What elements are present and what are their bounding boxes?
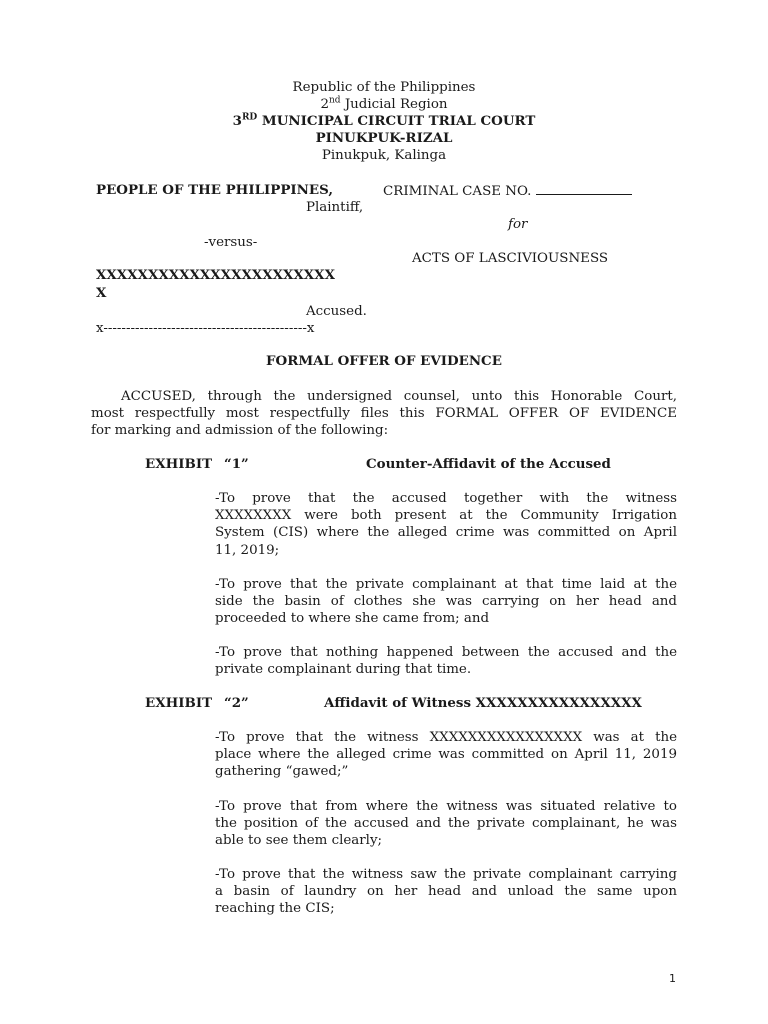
court-location: Pinukpuk, Kalinga [321,148,447,163]
exhibit1-number: “1” [224,456,249,472]
plaintiff-label: Plaintiff, [306,200,364,215]
exhibit2-title: Affidavit of Witness XXXXXXXXXXXXXXXX [324,695,642,711]
plaintiff-name: PEOPLE OF THE PHILIPPINES, [96,182,333,198]
case-number-line: CRIMINAL CASE NO. [383,182,632,200]
exhibit2-number: “2” [224,695,249,711]
court-place: PINUKPUK-RIZAL [315,130,453,146]
exhibit1-purpose-2: -To prove that the private complainant at that time laid at the side the basin of clothes she was carrying on her head and proceeded to where she came from; and [215,577,677,627]
intro-paragraph: ACCUSED, through the undersigned counsel, unto this Honorable Court, most respectfully most respectfully files this FORMAL OFFER OF EVIDENCE for marking and admission of the following: [91,389,677,439]
accused-name-line1: XXXXXXXXXXXXXXXXXXXXXXX [96,267,335,283]
exhibit1-label: EXHIBIT [145,456,213,472]
republic-line: Republic of the Philippines [292,80,476,95]
exhibit1-title: Counter-Affidavit of the Accused [366,456,611,472]
court-name: 3RD MUNICIPAL CIRCUIT TRIAL COURT [232,112,536,129]
exhibit2-purpose-2: -To prove that from where the witness was situated relative to the position of the accused and the private complainant, he was able to see them clearly; [215,799,677,849]
exhibit1-purpose-3: -To prove that nothing happened between the accused and the private complainant during that time. [215,645,677,678]
exhibit1-purpose-1: -To prove that the accused together with the witness XXXXXXXX were both present at the Community Irrigation System (CIS) where the alleged crime was committed on April 11, 2019; [215,491,677,558]
case-number-blank [536,182,632,195]
exhibit2-label: EXHIBIT [145,695,213,711]
accused-name-line2: X [96,285,107,301]
page-number: 1 [669,972,676,985]
for-label: for [508,217,528,232]
document-title: FORMAL OFFER OF EVIDENCE [266,353,502,369]
accused-label: Accused. [306,304,367,319]
exhibit2-purpose-3: -To prove that the witness saw the private complainant carrying a basin of laundry on her head and unload the same upon reaching the CIS; [215,867,677,917]
offense-label: ACTS OF LASCIVIOUSNESS [412,251,609,266]
judicial-region-line: 2nd Judicial Region [320,95,448,112]
versus-label: -versus- [204,235,258,250]
exhibit2-purpose-1: -To prove that the witness XXXXXXXXXXXXXXXX was at the place where the alleged crime was committed on April 11, 2019 gathering “gawed;” [215,730,677,780]
caption-divider: x---------------------------------------------x [96,321,315,336]
